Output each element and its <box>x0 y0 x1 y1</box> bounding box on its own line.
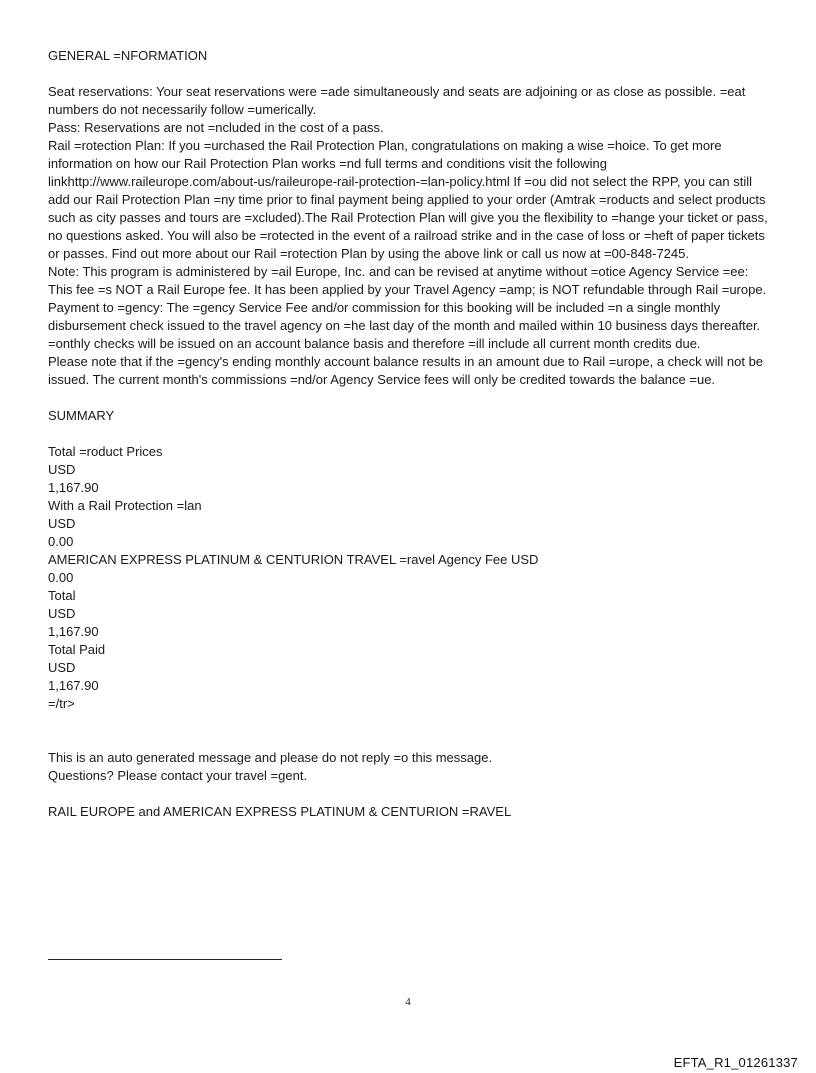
summary-line-product-prices-value: 1,167.90 <box>48 480 99 495</box>
pass-paragraph: Pass: Reservations are not =ncluded in the cost of a pass. <box>48 120 384 135</box>
summary-line-total-value: 1,167.90 <box>48 624 99 639</box>
signature-line: RAIL EUROPE and AMERICAN EXPRESS PLATINUM & CENTURION =RAVEL <box>48 804 512 819</box>
summary-line-currency: USD <box>48 462 76 477</box>
summary-heading: SUMMARY <box>48 408 115 423</box>
summary-line-rail-protection-value: 0.00 <box>48 534 74 549</box>
spacer <box>48 425 770 443</box>
spacer <box>48 713 770 749</box>
spacer <box>48 785 770 803</box>
summary-line-stray-markup: =/tr> <box>48 696 75 711</box>
summary-line-currency: USD <box>48 660 76 675</box>
summary-line-agency-fee-value: 0.00 <box>48 570 74 585</box>
rail-protection-paragraph: Rail =rotection Plan: If you =urchased the Rail Protection Plan, congratulations on making a wise =hoice. To get more information on how our Rail Protection Plan works =nd full terms and conditions visit the following linkhttp://www.raileurope.com/about-us/raileurope-rail-protection-=lan-policy.html If =ou did not select the RPP, you can still add our Rail Protection Plan =ny time prior to final payment being applied to your order (Amtrak =roducts and select products such as city passes and tours are =xcluded).The Rail Protection Plan will give you the flexibility to =hange your ticket or pass, no questions asked. You will also be =rotected in the event of a railroad strike and in the case of loss or =heft of paper tickets or passes. Find out more about our Rail =rotection Plan by using the above link or call us now at =00-848-7245. <box>48 138 768 261</box>
summary-line-total-label: Total <box>48 588 76 603</box>
summary-line-agency-fee-label: AMERICAN EXPRESS PLATINUM & CENTURION TRAVEL =ravel Agency Fee USD <box>48 552 539 567</box>
summary-line-product-prices-label: Total =roduct Prices <box>48 444 163 459</box>
general-information-heading: GENERAL =NFORMATION <box>48 48 208 63</box>
spacer <box>48 389 770 407</box>
spacer <box>48 65 770 83</box>
questions-contact-line: Questions? Please contact your travel =gent. <box>48 768 308 783</box>
summary-line-rail-protection-label: With a Rail Protection =lan <box>48 498 202 513</box>
document-body <box>48 47 770 821</box>
seat-reservations-paragraph: Seat reservations: Your seat reservations were =ade simultaneously and seats are adjoining or as close as possible. =eat numbers do not necessarily follow =umerically. <box>48 84 746 117</box>
summary-line-total-paid-label: Total Paid <box>48 642 106 657</box>
balance-note-paragraph: Please note that if the =gency's ending monthly account balance results in an amount due to Rail =urope, a check will not be issued. The current month's commissions =nd/or Agency Service fees will only be credited towards the balance =ue. <box>48 354 764 387</box>
payment-to-agency-paragraph: Payment to =gency: The =gency Service Fee and/or commission for this booking will be included =n a single monthly disbursement check issued to the travel agency on =he last day of the month and mailed within 10 business days thereafter. =onthly checks will be issued on an account balance basis and therefore =ill include all current month credits due. <box>48 300 761 351</box>
note-paragraph: Note: This program is administered by =ail Europe, Inc. and can be revised at anytime without =otice Agency Service =ee: This fee =s NOT a Rail Europe fee. It has been applied by your Travel Agency =amp; is NOT refundable through Rail =urope. <box>48 264 767 297</box>
footnote-separator-rule <box>48 959 282 960</box>
summary-line-currency: USD <box>48 516 76 531</box>
summary-line-currency: USD <box>48 606 76 621</box>
auto-generated-notice: This is an auto generated message and please do not reply =o this message. <box>48 750 493 765</box>
page-number: 4 <box>405 996 411 1008</box>
document-id-stamp: EFTA_R1_01261337 <box>673 1055 798 1070</box>
summary-line-total-paid-value: 1,167.90 <box>48 678 99 693</box>
